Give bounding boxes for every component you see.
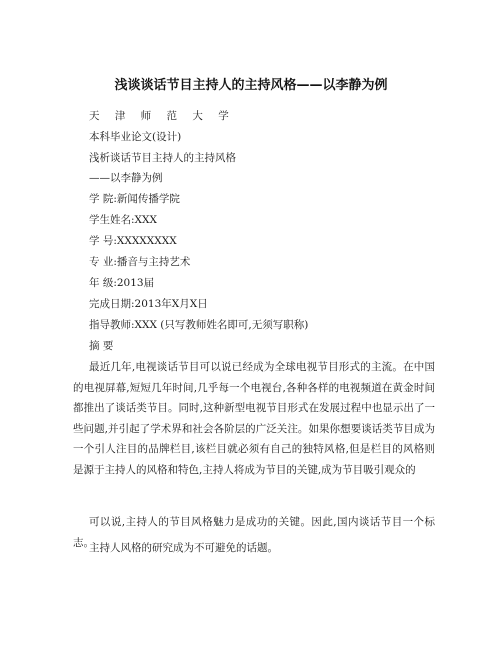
thesis-type: 本科毕业论文(设计)	[89, 131, 182, 143]
abstract-paragraph: 最近几年,电视谈话节目可以说已经成为全球电视节目形式的主流。在中国的电视屏幕,短短几年时间,几乎每一个电视台,各种各样的电视频道在黄金时间都推出了谈话类节目。同时,这种新型电视节目形式在发展过程中也显示出了一些问题,并引起了学术界和社会各阶层的广泛关注。如果你想要谈话类节目成为一个引人注目的品牌栏目,该栏目就必须有自己的独特风格,但是栏目的风格则是源于主持人的风格和特色,主持人将成为节目的关键,成为节目吸引观众的	[73, 361, 435, 476]
abstract-paragraph: 可以说,主持人的节目风格魅力是成功的关键。因此,国内谈话节目一个标志。	[73, 516, 435, 549]
grade-field: 年 级:2013届	[89, 277, 155, 289]
completion-date-field: 完成日期:2013年X月X日	[89, 298, 208, 310]
abstract-paragraph: 主持人风格的研究成为不可避免的话题。	[89, 542, 278, 554]
abstract-heading: 摘 要	[89, 340, 114, 352]
advisor-field: 指导教师:XXX (只写教师姓名即可,无须写职称)	[89, 319, 309, 331]
document-title: 浅谈谈话节目主持人的主持风格——以李静为例	[114, 78, 388, 93]
thesis-subtitle: ——以李静为例	[89, 172, 163, 184]
student-id-field: 学 号:XXXXXXXX	[89, 235, 177, 247]
thesis-title: 浅析谈话节目主持人的主持风格	[89, 152, 236, 164]
student-name-field: 学生姓名:XXX	[89, 214, 157, 226]
university-name: 天 津 师 范 大 学	[89, 110, 235, 122]
major-field: 专 业:播音与主持艺术	[89, 256, 191, 268]
college-field: 学 院:新闻传播学院	[89, 193, 180, 205]
